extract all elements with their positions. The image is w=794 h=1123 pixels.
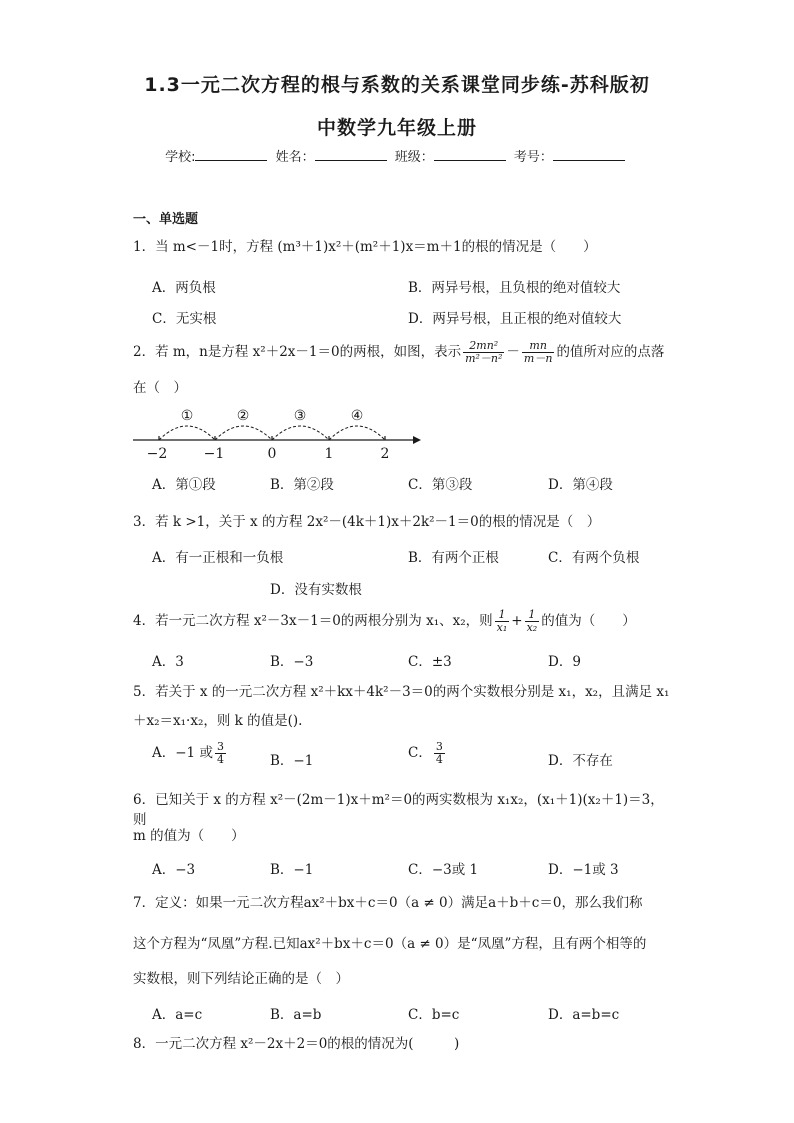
q5-a-fraction: $\frac{3}{4}$ xyxy=(216,740,224,766)
class-label: 班级： xyxy=(394,150,434,165)
q3-option-c[interactable]: C．有两个负根 xyxy=(548,550,640,566)
name-label: 姓名： xyxy=(275,150,315,165)
arc-3 xyxy=(272,426,329,440)
class-blank[interactable] xyxy=(434,148,506,161)
q1-option-c[interactable]: C．无实根 xyxy=(152,311,217,327)
axis-arrow xyxy=(413,436,421,444)
q6-option-a[interactable]: A．−3 xyxy=(152,862,196,878)
q7-option-d[interactable]: D．a=b=c xyxy=(548,1007,620,1023)
q2-option-d[interactable]: D．第④段 xyxy=(548,477,613,493)
q4-text-pre: 4．若一元二次方程 x²－3x－1＝0的两根分别为 x₁、x₂，则 xyxy=(133,613,493,629)
school-label: 学校: xyxy=(165,150,196,165)
segment-label-4: ④ xyxy=(350,408,364,424)
school-blank[interactable] xyxy=(195,148,267,161)
question-2-line2: 在（ ） xyxy=(133,380,187,396)
q4-option-a[interactable]: A．3 xyxy=(152,654,184,670)
question-4-stem: 4．若一元二次方程 x²－3x－1＝0的两根分别为 x₁、x₂，则 $\frac{1}{\text{x₁}}$ + $\frac{1}{\text{x₂}}$ 的值为（ ） xyxy=(133,608,636,634)
q1-option-d[interactable]: D．两异号根，且正根的绝对值较大 xyxy=(408,311,622,327)
tick-label-2: −1 xyxy=(203,446,225,462)
q3-option-d[interactable]: D．没有实数根 xyxy=(270,582,362,598)
q4-text-post: 的值为（ ） xyxy=(541,613,636,629)
tick-label-3: 0 xyxy=(267,446,277,462)
number-blank[interactable] xyxy=(553,148,625,161)
q2-option-c[interactable]: C．第③段 xyxy=(408,477,473,493)
q7-option-c[interactable]: C．b=c xyxy=(408,1007,460,1023)
student-info xyxy=(0,146,794,165)
page-title-line2: 中数学九年级上册 xyxy=(316,117,477,139)
q6-option-c[interactable]: C．−3或 1 xyxy=(408,862,479,878)
q5-option-b[interactable]: B．−1 xyxy=(270,753,314,769)
question-3-stem: 3．若 k >1，关于 x 的方程 2x²－(4k＋1)x＋2k²－1＝0的根的情况是（ ） xyxy=(133,514,601,530)
tick-label-4: 1 xyxy=(324,446,334,462)
tick-label-5: 2 xyxy=(380,446,390,462)
q6-option-b[interactable]: B．−1 xyxy=(270,862,314,878)
q7-option-a[interactable]: A．a=c xyxy=(152,1007,203,1023)
q1-option-b[interactable]: B．两异号根，且负根的绝对值较大 xyxy=(408,280,621,296)
question-1-stem: 1．当 m<－1时，方程 (m³＋1)x²＋(m²＋1)x＝m＋1的根的情况是（ ） xyxy=(133,239,597,255)
segment-label-2: ② xyxy=(236,408,250,424)
question-6-line1: 6．已知关于 x 的方程 x²－(2m－1)x＋m²＝0的两实数根为 x₁x₂，(x₁＋1)(x₂＋1)＝3，则 xyxy=(133,792,664,828)
q4-option-c[interactable]: C．±3 xyxy=(408,654,452,670)
q6-option-d[interactable]: D．−1或 3 xyxy=(548,862,619,878)
q1-option-a[interactable]: A．两负根 xyxy=(152,280,216,296)
section-heading: 一、单选题 xyxy=(133,212,199,227)
question-7-line3: 实数根，则下列结论正确的是（ ） xyxy=(133,971,349,987)
segment-label-3: ③ xyxy=(293,408,307,424)
q2-option-b[interactable]: B．第②段 xyxy=(270,477,334,493)
q3-option-b[interactable]: B．有两个正根 xyxy=(408,550,499,566)
segment-label-1: ① xyxy=(180,408,194,424)
number-label: 考号： xyxy=(513,150,553,165)
question-7-line2: 这个方程为“凤凰”方程.已知ax²＋bx＋c＝0（a ≠ 0）是“凤凰”方程，且有两个相等的 xyxy=(133,936,647,952)
q7-option-b[interactable]: B．a=b xyxy=(270,1007,322,1023)
q5-c-fraction: $\frac{3}{4}$ xyxy=(435,740,443,766)
q2-option-a[interactable]: A．第①段 xyxy=(152,477,216,493)
arc-1 xyxy=(159,426,215,440)
question-7-line1: 7．定义：如果一元二次方程ax²＋bx＋c＝0（a ≠ 0）满足a＋b＋c＝0，那么我们称 xyxy=(133,895,643,911)
q2-fraction-1: $\frac{\text{2mn²}}{\text{m²－n²}}$ xyxy=(465,339,503,365)
q3-option-a[interactable]: A．有一正根和一负根 xyxy=(152,550,284,566)
q5-option-c[interactable]: C． $\frac{3}{4}$ xyxy=(408,740,443,766)
question-5-line1: 5．若关于 x 的一元二次方程 x²＋kx＋4k²－3＝0的两个实数根分别是 x₁，x₂，且满足 x₁ xyxy=(133,684,670,700)
page-title: 1.3一元二次方程的根与系数的关系课堂同步练-苏科版初 xyxy=(144,74,650,96)
arc-2 xyxy=(215,426,272,440)
name-blank[interactable] xyxy=(315,148,387,161)
q4-fraction-2: $\frac{1}{\text{x₂}}$ xyxy=(526,608,538,634)
q2-text-pre: 2．若 m，n是方程 x²＋2x－1＝0的两根，如图，表示 xyxy=(133,344,462,360)
q5-option-a[interactable]: A．−1 或 $\frac{3}{4}$ xyxy=(152,740,224,766)
q4-fraction-1: $\frac{1}{\text{x₁}}$ xyxy=(496,608,508,634)
q4-option-d[interactable]: D．9 xyxy=(548,654,581,670)
question-5-line2: ＋x₂＝x₁·x₂，则 k 的值是(). xyxy=(133,713,303,729)
question-6-line2: m 的值为（ ） xyxy=(133,828,245,844)
question-2-stem: 2．若 m，n是方程 x²＋2x－1＝0的两根，如图，表示 $\frac{\text{2mn²}}{\text{m²－n²}}$ － $\frac{mn}{m-n}$ 的值所对应的点落 xyxy=(133,339,665,365)
tick-label-1: −2 xyxy=(146,446,168,462)
number-line-figure xyxy=(125,398,425,464)
q2-text-post: 的值所对应的点落 xyxy=(556,344,665,360)
q2-fraction-2: $\frac{mn}{m-n}$ xyxy=(523,339,553,365)
question-8-stem: 8．一元二次方程 x²－2x＋2＝0的根的情况为( ) xyxy=(133,1036,460,1052)
q5-option-d[interactable]: D．不存在 xyxy=(548,753,613,769)
q4-option-b[interactable]: B．−3 xyxy=(270,654,314,670)
arc-4 xyxy=(329,426,385,440)
